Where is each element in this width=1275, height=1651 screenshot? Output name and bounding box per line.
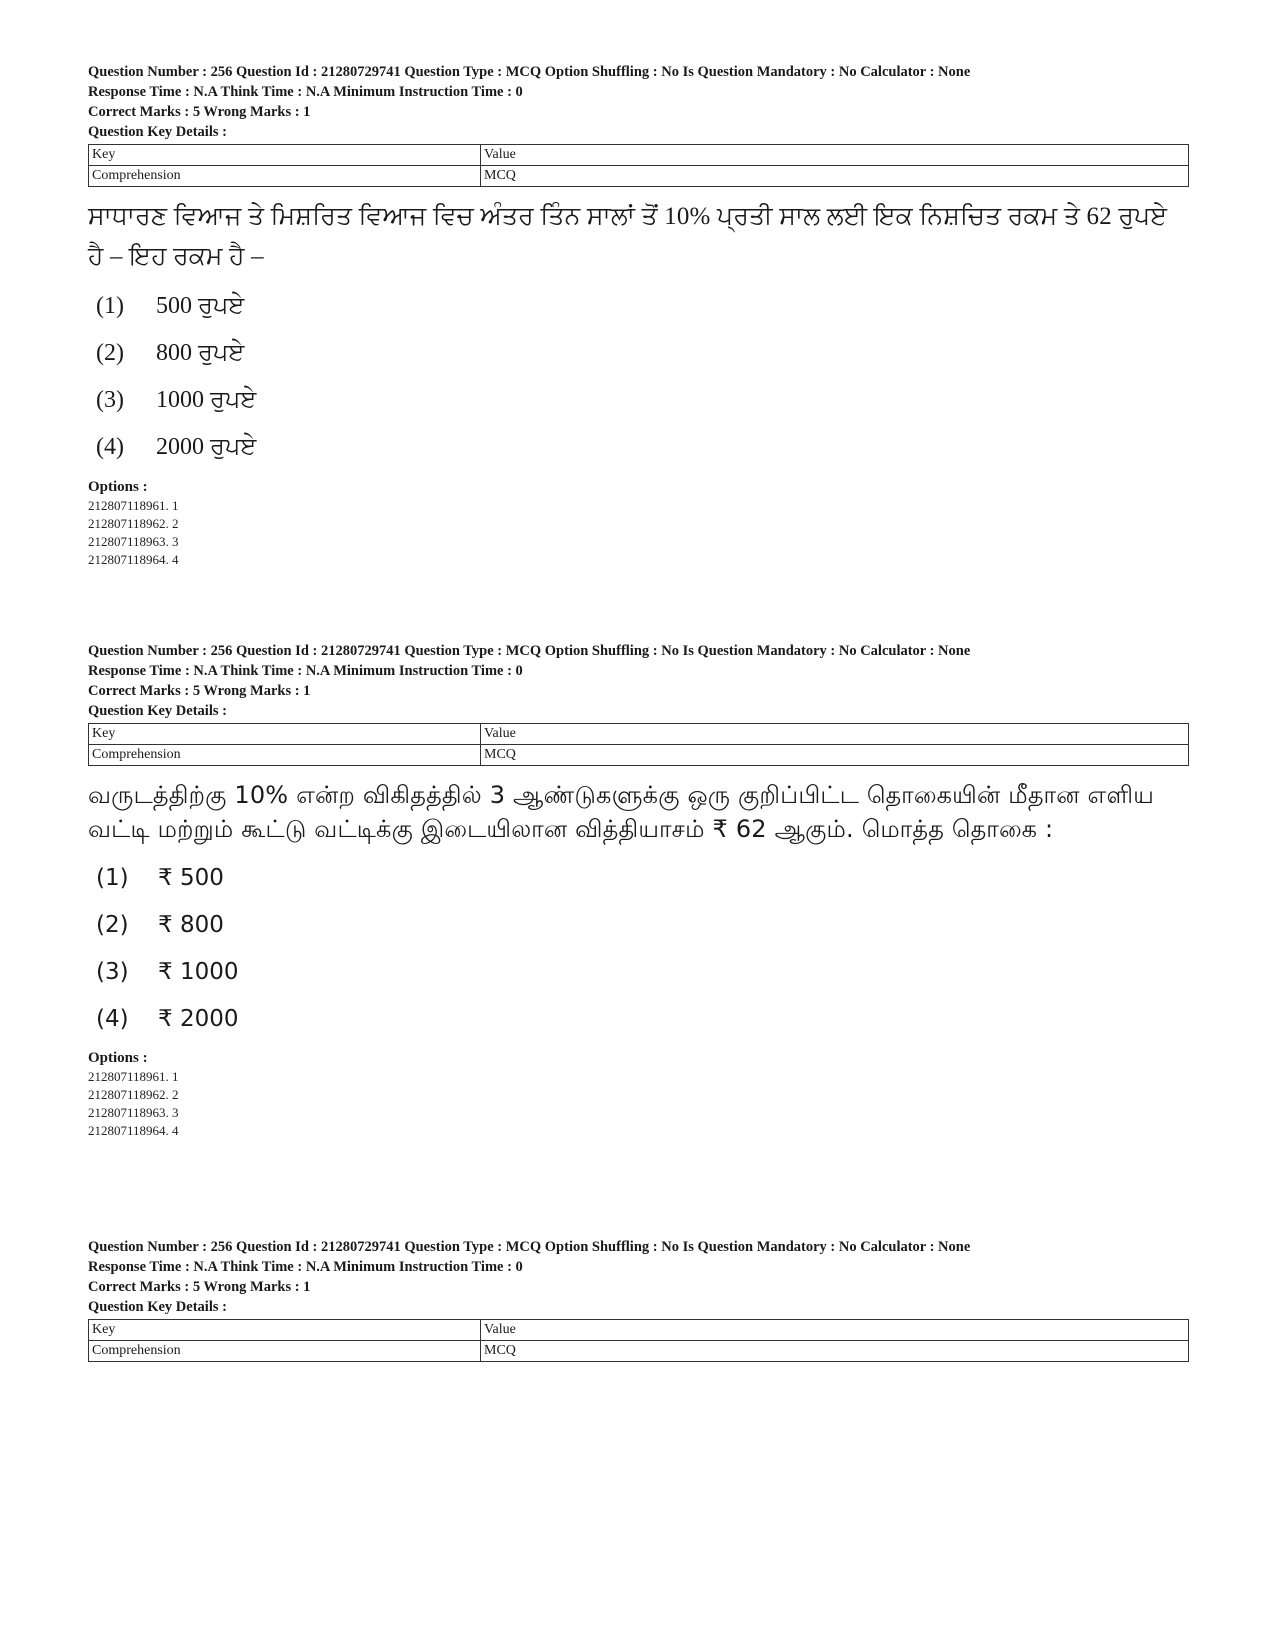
option-item — [96, 377, 1188, 424]
option-text: ₹ 500 — [158, 864, 224, 891]
option-text: 2000 ਰੁਪਏ — [156, 434, 257, 460]
table-cell-key: Comprehension — [89, 1341, 481, 1362]
marks-line: Correct Marks : 5 Wrong Marks : 1 — [88, 1279, 311, 1295]
options-label: Options : — [88, 479, 148, 495]
table-header-row — [89, 724, 1189, 745]
option-number: (4) — [96, 1005, 129, 1032]
table-cell-key: Comprehension — [89, 745, 481, 766]
marks-line: Correct Marks : 5 Wrong Marks : 1 — [88, 104, 311, 120]
option-item — [96, 330, 1188, 377]
question-text: ਸਾਧਾਰਣ ਵਿਆਜ ਤੇ ਮਿਸ਼ਰਿਤ ਵਿਆਜ ਵਿਚ ਅੰਤਰ ਤਿੰਨ ਸਾਲਾਂ ਤੋਂ 10% ਪ੍ਰਤੀ ਸਾਲ ਲਈ ਇਕ ਨਿਸ਼ਚਿਤ ਰਕਮ ਤੇ 62 ਰੁਪਏ ਹੈ – ਇਹ ਰਕਮ ਹੈ – — [88, 203, 1168, 270]
option-text: 1000 ਰੁਪਏ — [156, 387, 257, 413]
table-cell-key: Comprehension — [89, 166, 481, 187]
table-cell-value: MCQ — [481, 745, 1189, 766]
question-block-tamil — [88, 641, 1188, 1140]
option-id: 212807118961. 1 — [88, 1069, 179, 1084]
table-row — [89, 1341, 1189, 1362]
option-text: 800 ਰੁਪਏ — [156, 340, 245, 366]
table-header-key: Key — [89, 724, 481, 745]
question-block-punjabi — [88, 62, 1188, 569]
option-item — [96, 424, 1188, 471]
option-number: (2) — [96, 911, 129, 938]
key-details-label: Question Key Details : — [88, 703, 227, 719]
option-item — [96, 901, 1188, 948]
response-time-line: Response Time : N.A Think Time : N.A Minimum Instruction Time : 0 — [88, 663, 523, 679]
question-text: வருடத்திற்கு 10% என்ற விகிதத்தில் 3 ஆண்டுகளுக்கு ஒரு குறிப்பிட்ட தொகையின் மீதான எளிய வட்டி மற்றும் கூட்டு வட்டிக்கு இடையிலான வித்தியாசம் ₹ 62 ஆகும். மொத்த தொகை : — [88, 781, 1154, 843]
option-id: 212807118964. 4 — [88, 1123, 179, 1138]
option-item — [96, 995, 1188, 1042]
key-details-label: Question Key Details : — [88, 1299, 227, 1315]
option-text: 500 ਰੁਪਏ — [156, 293, 245, 319]
option-item — [96, 948, 1188, 995]
table-cell-value: MCQ — [481, 1341, 1189, 1362]
option-item — [96, 283, 1188, 330]
option-text: ₹ 800 — [158, 911, 224, 938]
option-text: ₹ 2000 — [158, 1005, 239, 1032]
option-list — [88, 854, 1188, 1042]
options-label: Options : — [88, 1050, 148, 1066]
table-header-key: Key — [89, 1320, 481, 1341]
table-header-row — [89, 145, 1189, 166]
response-time-line: Response Time : N.A Think Time : N.A Minimum Instruction Time : 0 — [88, 84, 523, 100]
key-value-table — [88, 1319, 1189, 1362]
option-id: 212807118961. 1 — [88, 498, 179, 513]
table-header-value: Value — [481, 145, 1189, 166]
table-header-row — [89, 1320, 1189, 1341]
option-number: (4) — [96, 434, 124, 460]
option-id: 212807118962. 2 — [88, 1087, 179, 1102]
key-value-table — [88, 144, 1189, 187]
question-meta-line: Question Number : 256 Question Id : 21280729741 Question Type : MCQ Option Shuffling : No Is Question Mandatory : No Calculator : None — [88, 643, 971, 659]
option-number: (3) — [96, 387, 124, 413]
key-details-label: Question Key Details : — [88, 124, 227, 140]
key-value-table — [88, 723, 1189, 766]
table-header-key: Key — [89, 145, 481, 166]
option-number: (2) — [96, 340, 124, 366]
table-cell-value: MCQ — [481, 166, 1189, 187]
table-header-value: Value — [481, 724, 1189, 745]
response-time-line: Response Time : N.A Think Time : N.A Minimum Instruction Time : 0 — [88, 1259, 523, 1275]
option-id: 212807118964. 4 — [88, 552, 179, 567]
table-row — [89, 745, 1189, 766]
marks-line: Correct Marks : 5 Wrong Marks : 1 — [88, 683, 311, 699]
option-number: (1) — [96, 293, 124, 319]
option-number: (1) — [96, 864, 129, 891]
table-header-value: Value — [481, 1320, 1189, 1341]
table-row — [89, 166, 1189, 187]
option-text: ₹ 1000 — [158, 958, 239, 985]
option-id: 212807118962. 2 — [88, 516, 179, 531]
option-id: 212807118963. 3 — [88, 534, 179, 549]
option-id: 212807118963. 3 — [88, 1105, 179, 1120]
option-item — [96, 854, 1188, 901]
question-meta-line: Question Number : 256 Question Id : 21280729741 Question Type : MCQ Option Shuffling : No Is Question Mandatory : No Calculator : None — [88, 1239, 971, 1255]
question-block-third — [88, 1237, 1188, 1362]
option-number: (3) — [96, 958, 129, 985]
option-list — [88, 283, 1188, 471]
question-meta-line: Question Number : 256 Question Id : 21280729741 Question Type : MCQ Option Shuffling : No Is Question Mandatory : No Calculator : None — [88, 64, 971, 80]
